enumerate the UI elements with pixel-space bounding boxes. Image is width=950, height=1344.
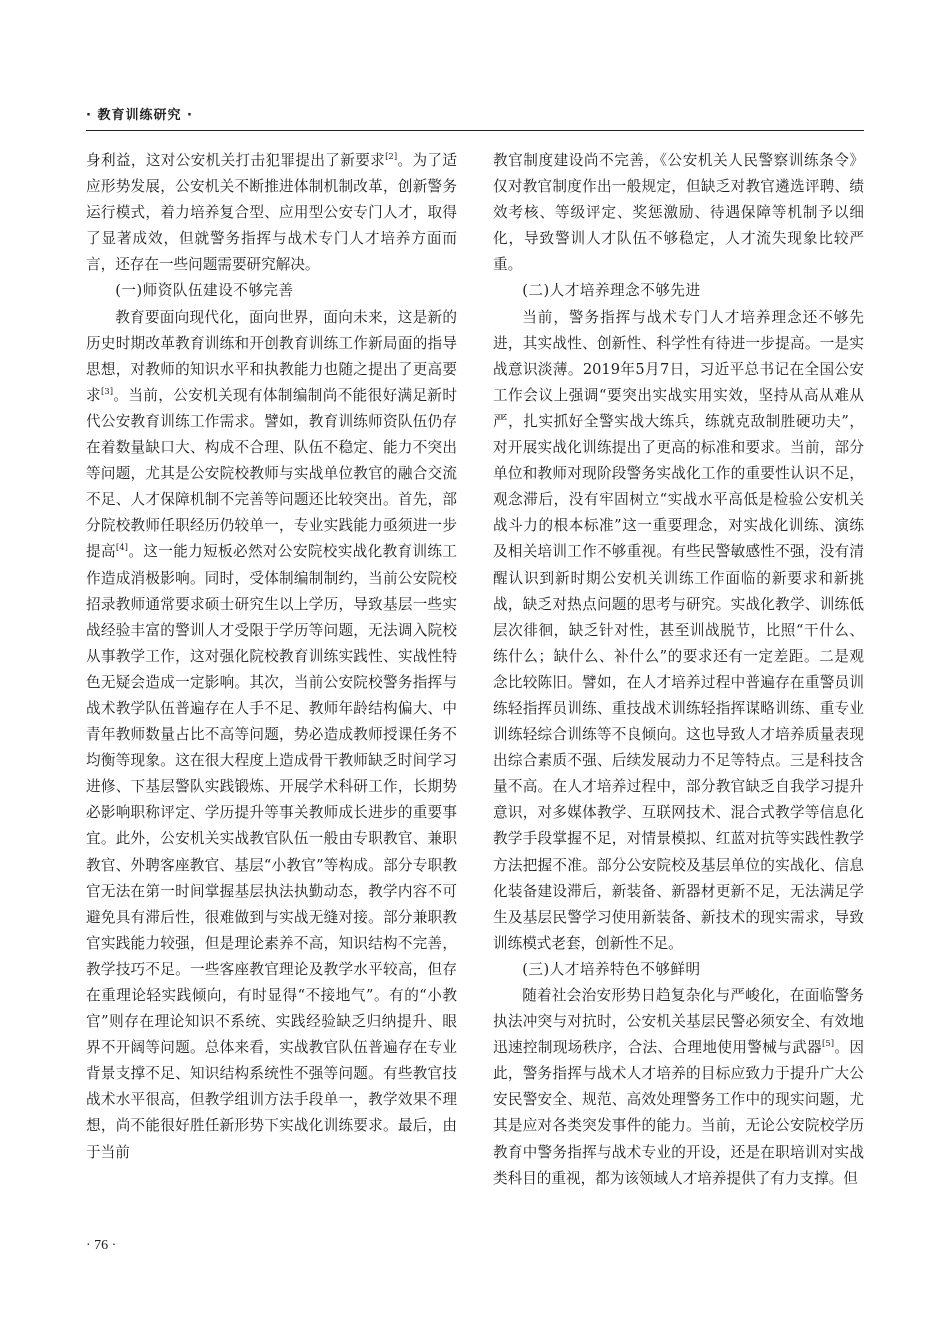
page-number: · 76 · <box>86 1238 117 1253</box>
citation: [4] <box>115 543 128 554</box>
running-header: · 教育训练研究 · <box>86 108 193 123</box>
section-heading: (一)师资队伍建设不够完善 <box>115 282 294 300</box>
citation: [5] <box>822 1039 835 1050</box>
right-column <box>493 148 864 1192</box>
paragraph: 教官制度建设尚不完善，《公安机关人民警察训练条令》仅对教官制度作出一般规定，但缺乏对教官遴选评聘、绩效考核、等级评定、奖惩激励、待遇保障等机制予以细化，导致警训人才队伍不够稳定，人才流失现象比较严重。 <box>493 152 864 274</box>
citation: [2] <box>385 152 398 163</box>
section-heading: (二)人才培养理念不够先进 <box>522 282 701 300</box>
header-rule <box>86 130 864 131</box>
paragraph: 当前，警务指挥与战术专门人才培养理念还不够先进，其实战性、创新性、科学性有待进一步提高。一是实战意识淡薄。2019年5月7日，习近平总书记在全国公安工作会议上强调“要突出实战实用实效，坚持从高从难从严，扎实抓好全警实战大练兵，练就克敌制胜硬功夫”，对开展实战化训练提出了更高的标准和要求。当前，部分单位和教师对现阶段警务实战化工作的重要性认识不足，观念滞后，没有牢固树立“实战水平高低是检验公安机关战斗力的根本标准”这一重要理念，对实战化训练、演练及相关培训工作不够重视。有些民警敏感性不强，没有清醒认识到新时期公安机关训练工作面临的新要求和新挑战，缺乏对热点问题的思考与研究。实战化教学、训练低层次徘徊，缺乏针对性，甚至训战脱节，比照“干什么、练什么；缺什么、补什么”的要求还有一定差距。二是观念比较陈旧。譬如，在人才培养过程中普遍存在重警员训练轻指挥员训练、重技战术训练轻指挥谋略训练、重专业训练轻综合训练等不良倾向。这也导致人才培养质量表现出综合素质不强、后续发展动力不足等特点。三是科技含量不高。在人才培养过程中，部分教官缺乏自我学习提升意识，对多媒体教学、互联网技术、混合式教学等信息化教学手段掌握不足，对情景模拟、红蓝对抗等实践性教学方法把握不准。部分公安院校及基层单位的实战化、信息化装备建设滞后，新装备、新器材更新不足，无法满足学生及基层民警学习使用新装备、新技术的现实需求，导致训练模式老套，创新性不足。 <box>493 308 864 952</box>
citation: [3] <box>100 386 114 397</box>
section-heading: (三)人才培养特色不够鲜明 <box>522 960 701 978</box>
paragraph: 身利益，这对公安机关打击犯罪提出了新要求[2]。为了适应形势发展，公安机关不断推进体制机制改革，创新警务运行模式，着力培养复合型、应用型公安专门人才，取得了显著成效，但就警务指挥与战术专门人才培养方面而言，还存在一些问题需要研究解决。 <box>86 152 457 274</box>
paragraph: 随着社会治安形势日趋复杂化与严峻化，在面临警务执法冲突与对抗时，公安机关基层民警必须安全、有效地迅速控制现场秩序，合法、合理地使用警械与武器[5]。因此，警务指挥与战术人才培养的目标应致力于提升广大公安民警安全、规范、高效处理警务工作中的现实问题，尤其是应对各类突发事件的能力。当前，无论公安院校学历教育中警务指挥与战术专业的开设，还是在职培训对实战类科目的重视，都为该领域人才培养提供了有力支撑。但 <box>493 987 864 1187</box>
left-column <box>86 148 457 1166</box>
paragraph: 教育要面向现代化，面向世界，面向未来，这是新的历史时期改革教育训练和开创教育训练工作新局面的指导思想，对教师的知识水平和执教能力也随之提出了更高要求[3]。当前，公安机关现有体制编制尚不能很好满足新时代公安教育训练工作需求。譬如，教育训练师资队伍仍存在着数量缺口大、构成不合理、队伍不稳定、能力不突出等问题，尤其是公安院校教师与实战单位教官的融合交流不足、人才保障机制不完善等问题还比较突出。首先，部分院校教师任职经历仍较单一，专业实践能力亟须进一步提高[4]。这一能力短板必然对公安院校实战化教育训练工作造成消极影响。同时，受体制编制制约，当前公安院校招录教师通常要求硕士研究生以上学历，导致基层一些实战经验丰富的警训人才受限于学历等问题，无法调入院校从事教学工作，这对强化院校教育训练实践性、实战性特色无疑会造成一定影响。其次，当前公安院校警务指挥与战术教学队伍普遍存在人手不足、教师年龄结构偏大、中青年教师数量占比不高等问题，势必造成教师授课任务不均衡等现象。这在很大程度上造成骨干教师缺乏时间学习进修、下基层警队实践锻炼、开展学术科研工作，长期势必影响职称评定、学历提升等事关教师成长进步的重要事宜。此外，公安机关实战教官队伍一般由专职教官、兼职教官、外聘客座教官、基层“小教官”等构成。部分专职教官无法在第一时间掌握基层执法执勤动态，教学内容不可避免具有滞后性，很难做到与实战无缝对接。部分兼职教官实践能力较强，但是理论素养不高，知识结构不完善，教学技巧不足。一些客座教官理论及教学水平较高，但存在重理论轻实践倾向，有时显得“不接地气”。有的“小教官”则存在理论知识不系统、实践经验缺乏归纳提升、眼界不开阔等问题。总体来看，实战教官队伍普遍存在专业背景支撑不足、知识结构系统性不强等问题。有些教官技战术水平很高，但教学组训方法手段单一，教学效果不理想，尚不能很好胜任新形势下实战化训练要求。最后，由于当前 <box>86 308 457 1161</box>
